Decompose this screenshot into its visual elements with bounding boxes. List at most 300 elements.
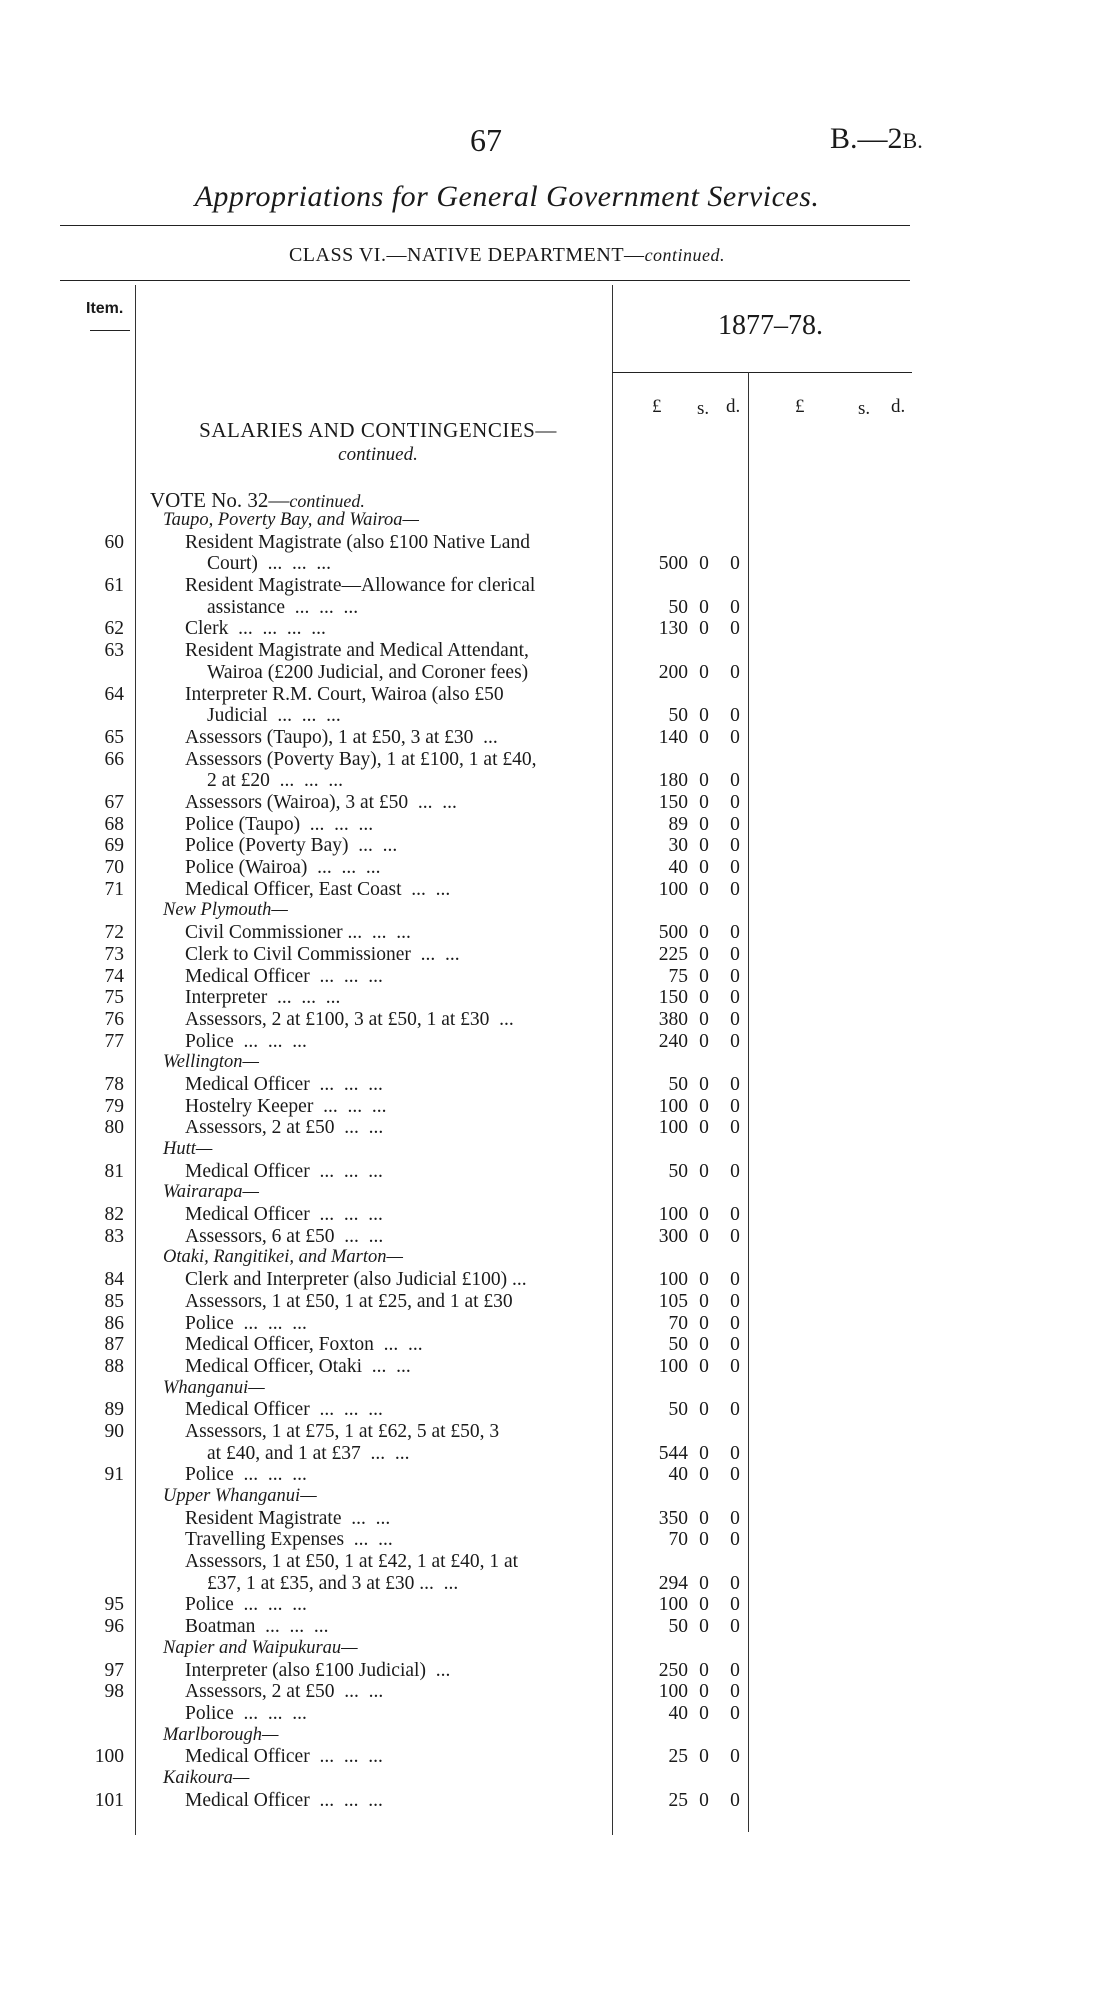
amount-pence: 0 — [730, 1008, 740, 1030]
section-heading — [0, 1247, 1114, 1269]
amount-pence: 0 — [730, 596, 740, 618]
amount-shillings: 0 — [699, 1572, 709, 1594]
description-line: Police ... ... ... — [185, 1312, 307, 1334]
item-description — [185, 1790, 583, 1812]
description-line: Clerk ... ... ... ... — [185, 618, 326, 640]
amount-shillings: 0 — [699, 835, 709, 857]
amount-pence: 0 — [730, 835, 740, 857]
amount-pounds: 225 — [658, 943, 688, 965]
item-description — [185, 1161, 583, 1183]
amount-pence: 0 — [730, 1746, 740, 1768]
table-row — [0, 944, 1114, 966]
description-line: Medical Officer ... ... ... — [185, 1160, 383, 1182]
amount-pounds: 294 — [658, 1572, 688, 1594]
description-line: Resident Magistrate (also £100 Native Land — [185, 531, 530, 553]
item-description — [185, 1616, 583, 1638]
table-row — [0, 1334, 1114, 1356]
table-row — [0, 1464, 1114, 1486]
description-line: Assessors (Wairoa), 3 at £50 ... ... — [185, 792, 457, 814]
description-line: Police ... ... ... — [185, 1702, 307, 1724]
vote-label: VOTE No. 32— — [150, 488, 290, 512]
amount-pounds: 50 — [668, 1399, 688, 1421]
amount-shillings: 0 — [699, 1442, 709, 1464]
section-title: Kaikoura— — [163, 1767, 250, 1788]
section-title: Whanganui— — [163, 1377, 265, 1398]
table-row — [0, 1508, 1114, 1530]
table-row — [0, 922, 1114, 944]
table-row — [0, 1616, 1114, 1638]
item-description — [185, 532, 583, 575]
amount-pence: 0 — [730, 1442, 740, 1464]
amount-pounds: 544 — [658, 1442, 688, 1464]
page-number: 67 — [470, 122, 502, 158]
amount-shillings: 0 — [699, 705, 709, 727]
section-heading — [0, 1378, 1114, 1400]
description-line: Wairoa (£200 Judicial, and Coroner fees) — [207, 661, 529, 683]
amount-shillings: 0 — [699, 922, 709, 944]
description-line: Police ... ... ... — [185, 1030, 307, 1052]
item-number: 98 — [104, 1681, 124, 1703]
class-heading-continued: continued. — [644, 245, 726, 265]
amount-pence: 0 — [730, 987, 740, 1009]
amount-pounds: 40 — [668, 857, 688, 879]
item-description — [185, 1291, 583, 1313]
amount-shillings: 0 — [699, 1117, 709, 1139]
amount-pence: 0 — [730, 1355, 740, 1377]
description-line: Police (Poverty Bay) ... ... — [185, 835, 398, 857]
item-number: 89 — [104, 1399, 124, 1421]
table-row — [0, 1594, 1114, 1616]
amount-pounds: 40 — [668, 1702, 688, 1724]
amount-pence: 0 — [730, 1073, 740, 1095]
table-row — [0, 1703, 1114, 1725]
section-heading — [0, 1638, 1114, 1660]
description-line: Assessors (Taupo), 1 at £50, 3 at £30 ... — [185, 726, 498, 748]
header-rule — [60, 280, 910, 281]
amount-pence: 0 — [730, 661, 740, 683]
amount-shillings: 0 — [699, 1464, 709, 1486]
table-row — [0, 987, 1114, 1009]
amount-shillings: 0 — [699, 1160, 709, 1182]
description-line: Medical Officer ... ... ... — [185, 1073, 383, 1095]
amount-pence: 0 — [730, 1269, 740, 1291]
amount-shillings: 0 — [699, 1334, 709, 1356]
item-description — [185, 1074, 583, 1096]
amount-pence: 0 — [730, 618, 740, 640]
amount-pounds: 240 — [658, 1030, 688, 1052]
section-title: Marlborough— — [163, 1724, 279, 1745]
description-line: Interpreter R.M. Court, Wairoa (also £50 — [185, 683, 504, 705]
shillings-header-2: s. — [858, 398, 871, 419]
description-line: Medical Officer ... ... ... — [185, 1789, 383, 1811]
description-line: Hostelry Keeper ... ... ... — [185, 1095, 387, 1117]
item-number: 84 — [104, 1269, 124, 1291]
amount-pence: 0 — [730, 1204, 740, 1226]
item-number: 79 — [104, 1095, 124, 1117]
amount-pounds: 130 — [658, 618, 688, 640]
section-heading — [0, 1052, 1114, 1074]
amount-pence: 0 — [730, 1030, 740, 1052]
class-heading — [0, 244, 1014, 267]
amount-pounds: 50 — [668, 1616, 688, 1638]
amount-shillings: 0 — [699, 792, 709, 814]
item-number: 81 — [104, 1160, 124, 1182]
table-row — [0, 532, 1114, 575]
description-line: Assessors, 1 at £75, 1 at £62, 5 at £50, 3 — [185, 1420, 500, 1442]
item-header-rule — [90, 330, 130, 331]
item-description — [185, 727, 583, 749]
amount-shillings: 0 — [699, 661, 709, 683]
description-line: Assessors, 1 at £50, 1 at £42, 1 at £40, 1 at — [185, 1551, 519, 1573]
amount-pence: 0 — [730, 1117, 740, 1139]
amount-pence: 0 — [730, 943, 740, 965]
amount-shillings: 0 — [699, 878, 709, 900]
item-description — [185, 1226, 583, 1248]
table-row — [0, 1117, 1114, 1139]
description-line: Police ... ... ... — [185, 1594, 307, 1616]
section-heading — [0, 1182, 1114, 1204]
amount-pence: 0 — [730, 1616, 740, 1638]
item-description — [185, 1746, 583, 1768]
amount-pence: 0 — [730, 813, 740, 835]
amount-pounds: 180 — [658, 770, 688, 792]
item-description — [185, 1529, 583, 1551]
amount-shillings: 0 — [699, 813, 709, 835]
amount-shillings: 0 — [699, 596, 709, 618]
description-line: Interpreter (also £100 Judicial) ... — [185, 1659, 451, 1681]
amount-pounds: 500 — [658, 922, 688, 944]
amount-pence: 0 — [730, 1160, 740, 1182]
description-line: Resident Magistrate ... ... — [185, 1507, 391, 1529]
item-description — [185, 987, 583, 1009]
amount-pounds: 40 — [668, 1464, 688, 1486]
pounds-header-2: £ — [795, 396, 805, 417]
amount-shillings: 0 — [699, 770, 709, 792]
item-description — [185, 1660, 583, 1682]
item-number: 96 — [104, 1616, 124, 1638]
item-number: 73 — [104, 943, 124, 965]
item-number: 83 — [104, 1225, 124, 1247]
table-row — [0, 684, 1114, 727]
section-title: Wairarapa— — [163, 1182, 259, 1203]
amount-pounds: 100 — [658, 878, 688, 900]
amount-pence: 0 — [730, 1572, 740, 1594]
salaries-continued: continued. — [338, 444, 418, 465]
amount-pounds: 100 — [658, 1355, 688, 1377]
section-heading — [0, 1486, 1114, 1508]
section-title: Hutt— — [163, 1139, 213, 1160]
description-line: Assessors, 1 at £50, 1 at £25, and 1 at £30 — [185, 1290, 513, 1312]
amount-pounds: 25 — [668, 1789, 688, 1811]
item-number: 67 — [104, 792, 124, 814]
appropriation-table — [0, 510, 1114, 1811]
amount-shillings: 0 — [699, 1095, 709, 1117]
item-description — [185, 640, 583, 683]
amount-shillings: 0 — [699, 1529, 709, 1551]
amount-pounds: 150 — [658, 792, 688, 814]
amount-pence: 0 — [730, 857, 740, 879]
amount-pounds: 100 — [658, 1204, 688, 1226]
item-number: 65 — [104, 726, 124, 748]
pence-header: d. — [726, 396, 741, 417]
item-number: 68 — [104, 813, 124, 835]
description-line: Medical Officer ... ... ... — [185, 1204, 383, 1226]
item-number: 82 — [104, 1204, 124, 1226]
page-title: Appropriations for General Government Services. — [194, 180, 820, 213]
section-heading — [0, 1768, 1114, 1790]
item-description — [185, 1117, 583, 1139]
description-line: Clerk and Interpreter (also Judicial £100) ... — [185, 1269, 527, 1291]
description-line: Police (Taupo) ... ... ... — [185, 813, 374, 835]
amount-pounds: 75 — [668, 965, 688, 987]
amount-pence: 0 — [730, 1399, 740, 1421]
section-heading — [0, 1139, 1114, 1161]
amount-pence: 0 — [730, 1529, 740, 1551]
description-line: Court) ... ... ... — [207, 553, 332, 575]
amount-shillings: 0 — [699, 1008, 709, 1030]
item-number: 60 — [104, 531, 124, 553]
table-row — [0, 1660, 1114, 1682]
amount-pounds: 100 — [658, 1095, 688, 1117]
item-description — [185, 1464, 583, 1486]
item-number: 85 — [104, 1290, 124, 1312]
amount-shillings: 0 — [699, 1746, 709, 1768]
item-number: 87 — [104, 1334, 124, 1356]
item-description — [185, 814, 583, 836]
salaries-heading: SALARIES AND CONTINGENCIES— — [199, 418, 557, 442]
amount-pounds: 140 — [658, 726, 688, 748]
title-rule — [60, 225, 910, 226]
amount-pence: 0 — [730, 770, 740, 792]
item-description — [185, 879, 583, 901]
item-number: 95 — [104, 1594, 124, 1616]
description-line: Medical Officer, Foxton ... ... — [185, 1334, 423, 1356]
amount-pounds: 380 — [658, 1008, 688, 1030]
amount-pounds: 50 — [668, 705, 688, 727]
year-rule — [612, 372, 912, 373]
item-description — [185, 1313, 583, 1335]
section-heading — [0, 1725, 1114, 1747]
section-title: New Plymouth— — [163, 900, 288, 921]
item-number: 90 — [104, 1420, 124, 1442]
item-number: 88 — [104, 1355, 124, 1377]
amount-pounds: 50 — [668, 596, 688, 618]
description-line: £37, 1 at £35, and 3 at £30 ... ... — [207, 1572, 459, 1594]
description-line: Assessors, 2 at £50 ... ... — [185, 1117, 384, 1139]
item-number: 78 — [104, 1073, 124, 1095]
description-line: Resident Magistrate and Medical Attendant, — [185, 640, 529, 662]
item-number: 100 — [94, 1746, 124, 1768]
amount-pence: 0 — [730, 965, 740, 987]
item-description — [185, 1703, 583, 1725]
item-description — [185, 1334, 583, 1356]
item-number: 74 — [104, 965, 124, 987]
amount-shillings: 0 — [699, 857, 709, 879]
item-description — [185, 684, 583, 727]
section-title: Otaki, Rangitikei, and Marton— — [163, 1247, 403, 1268]
item-description — [185, 1031, 583, 1053]
description-line: Interpreter ... ... ... — [185, 987, 341, 1009]
table-row — [0, 1421, 1114, 1464]
amount-pence: 0 — [730, 1464, 740, 1486]
table-row — [0, 1746, 1114, 1768]
amount-shillings: 0 — [699, 1659, 709, 1681]
amount-pence: 0 — [730, 1681, 740, 1703]
amount-shillings: 0 — [699, 1702, 709, 1724]
class-heading-text: CLASS VI.—NATIVE DEPARTMENT— — [288, 244, 645, 266]
amount-pence: 0 — [730, 1334, 740, 1356]
amount-pounds: 30 — [668, 835, 688, 857]
item-description — [185, 618, 583, 640]
table-row — [0, 1529, 1114, 1551]
amount-pence: 0 — [730, 1312, 740, 1334]
description-line: Assessors, 6 at £50 ... ... — [185, 1225, 384, 1247]
item-number: 101 — [94, 1789, 124, 1811]
table-row — [0, 1291, 1114, 1313]
section-heading — [0, 510, 1114, 532]
item-description — [185, 835, 583, 857]
item-number: 64 — [104, 683, 124, 705]
item-description — [185, 1204, 583, 1226]
pence-header-2: d. — [891, 396, 906, 417]
amount-pence: 0 — [730, 705, 740, 727]
table-row — [0, 792, 1114, 814]
description-line: Boatman ... ... ... — [185, 1616, 329, 1638]
table-row — [0, 1161, 1114, 1183]
item-number: 62 — [104, 618, 124, 640]
amount-shillings: 0 — [699, 1399, 709, 1421]
item-number: 97 — [104, 1659, 124, 1681]
amount-pence: 0 — [730, 1594, 740, 1616]
amount-pounds: 50 — [668, 1073, 688, 1095]
item-number: 71 — [104, 878, 124, 900]
table-row — [0, 835, 1114, 857]
amount-pounds: 350 — [658, 1507, 688, 1529]
item-number: 63 — [104, 640, 124, 662]
amount-shillings: 0 — [699, 618, 709, 640]
table-row — [0, 727, 1114, 749]
amount-pounds: 70 — [668, 1529, 688, 1551]
description-line: Clerk to Civil Commissioner ... ... — [185, 943, 460, 965]
amount-shillings: 0 — [699, 726, 709, 748]
table-row — [0, 1226, 1114, 1248]
amount-pounds: 25 — [668, 1746, 688, 1768]
amount-pounds: 200 — [658, 661, 688, 683]
item-number: 69 — [104, 835, 124, 857]
table-row — [0, 1269, 1114, 1291]
description-line: Medical Officer, East Coast ... ... — [185, 878, 451, 900]
item-description — [185, 749, 583, 792]
item-description — [185, 1681, 583, 1703]
table-row — [0, 879, 1114, 901]
description-line: Resident Magistrate—Allowance for clerical — [185, 575, 536, 597]
pounds-header: £ — [652, 396, 662, 417]
item-description — [185, 922, 583, 944]
amount-shillings: 0 — [699, 1204, 709, 1226]
amount-shillings: 0 — [699, 1073, 709, 1095]
amount-shillings: 0 — [699, 1030, 709, 1052]
amount-pounds: 50 — [668, 1334, 688, 1356]
section-title: Napier and Waipukurau— — [163, 1637, 358, 1658]
amount-pence: 0 — [730, 792, 740, 814]
amount-pounds: 50 — [668, 1160, 688, 1182]
item-description — [185, 1356, 583, 1378]
table-row — [0, 1551, 1114, 1594]
amount-pounds: 105 — [658, 1290, 688, 1312]
description-line: assistance ... ... ... — [207, 596, 359, 618]
item-number: 80 — [104, 1117, 124, 1139]
amount-pence: 0 — [730, 1290, 740, 1312]
table-row — [0, 618, 1114, 640]
table-row — [0, 1313, 1114, 1335]
item-number: 72 — [104, 922, 124, 944]
amount-shillings: 0 — [699, 1789, 709, 1811]
description-line: Medical Officer ... ... ... — [185, 965, 383, 987]
item-description — [185, 1096, 583, 1118]
item-description — [185, 1421, 583, 1464]
description-line: Travelling Expenses ... ... — [185, 1529, 393, 1551]
amount-pounds: 150 — [658, 987, 688, 1009]
amount-shillings: 0 — [699, 1355, 709, 1377]
table-row — [0, 1074, 1114, 1096]
reference-main: B.—2 — [830, 122, 903, 155]
item-description — [185, 1399, 583, 1421]
amount-pence: 0 — [730, 1225, 740, 1247]
item-number: 76 — [104, 1008, 124, 1030]
amount-pounds: 500 — [658, 553, 688, 575]
section-heading — [0, 900, 1114, 922]
amount-pounds: 100 — [658, 1117, 688, 1139]
amount-pence: 0 — [730, 1702, 740, 1724]
amount-pounds: 300 — [658, 1225, 688, 1247]
item-number: 91 — [104, 1464, 124, 1486]
description-line: Medical Officer ... ... ... — [185, 1746, 383, 1768]
amount-pence: 0 — [730, 1789, 740, 1811]
description-line: Medical Officer ... ... ... — [185, 1399, 383, 1421]
item-number: 70 — [104, 857, 124, 879]
description-line: Police (Wairoa) ... ... ... — [185, 857, 381, 879]
amount-pence: 0 — [730, 553, 740, 575]
amount-pounds: 100 — [658, 1269, 688, 1291]
amount-shillings: 0 — [699, 987, 709, 1009]
table-row — [0, 1681, 1114, 1703]
table-row — [0, 1356, 1114, 1378]
amount-shillings: 0 — [699, 553, 709, 575]
item-number: 75 — [104, 987, 124, 1009]
item-description — [185, 575, 583, 618]
amount-pence: 0 — [730, 1659, 740, 1681]
amount-pence: 0 — [730, 878, 740, 900]
amount-pounds: 100 — [658, 1594, 688, 1616]
amount-pounds: 100 — [658, 1681, 688, 1703]
description-line: Judicial ... ... ... — [207, 705, 341, 727]
item-description — [185, 1594, 583, 1616]
vote-continued: continued. — [289, 491, 365, 511]
item-description — [185, 1009, 583, 1031]
table-row — [0, 1031, 1114, 1053]
table-row — [0, 1204, 1114, 1226]
item-number: 61 — [104, 575, 124, 597]
document-reference — [830, 122, 923, 156]
description-line: Assessors, 2 at £100, 3 at £50, 1 at £30 ... — [185, 1008, 514, 1030]
item-description — [185, 857, 583, 879]
table-row — [0, 575, 1114, 618]
table-row — [0, 640, 1114, 683]
item-description — [185, 1269, 583, 1291]
amount-pounds: 250 — [658, 1659, 688, 1681]
table-row — [0, 1399, 1114, 1421]
amount-shillings: 0 — [699, 1681, 709, 1703]
